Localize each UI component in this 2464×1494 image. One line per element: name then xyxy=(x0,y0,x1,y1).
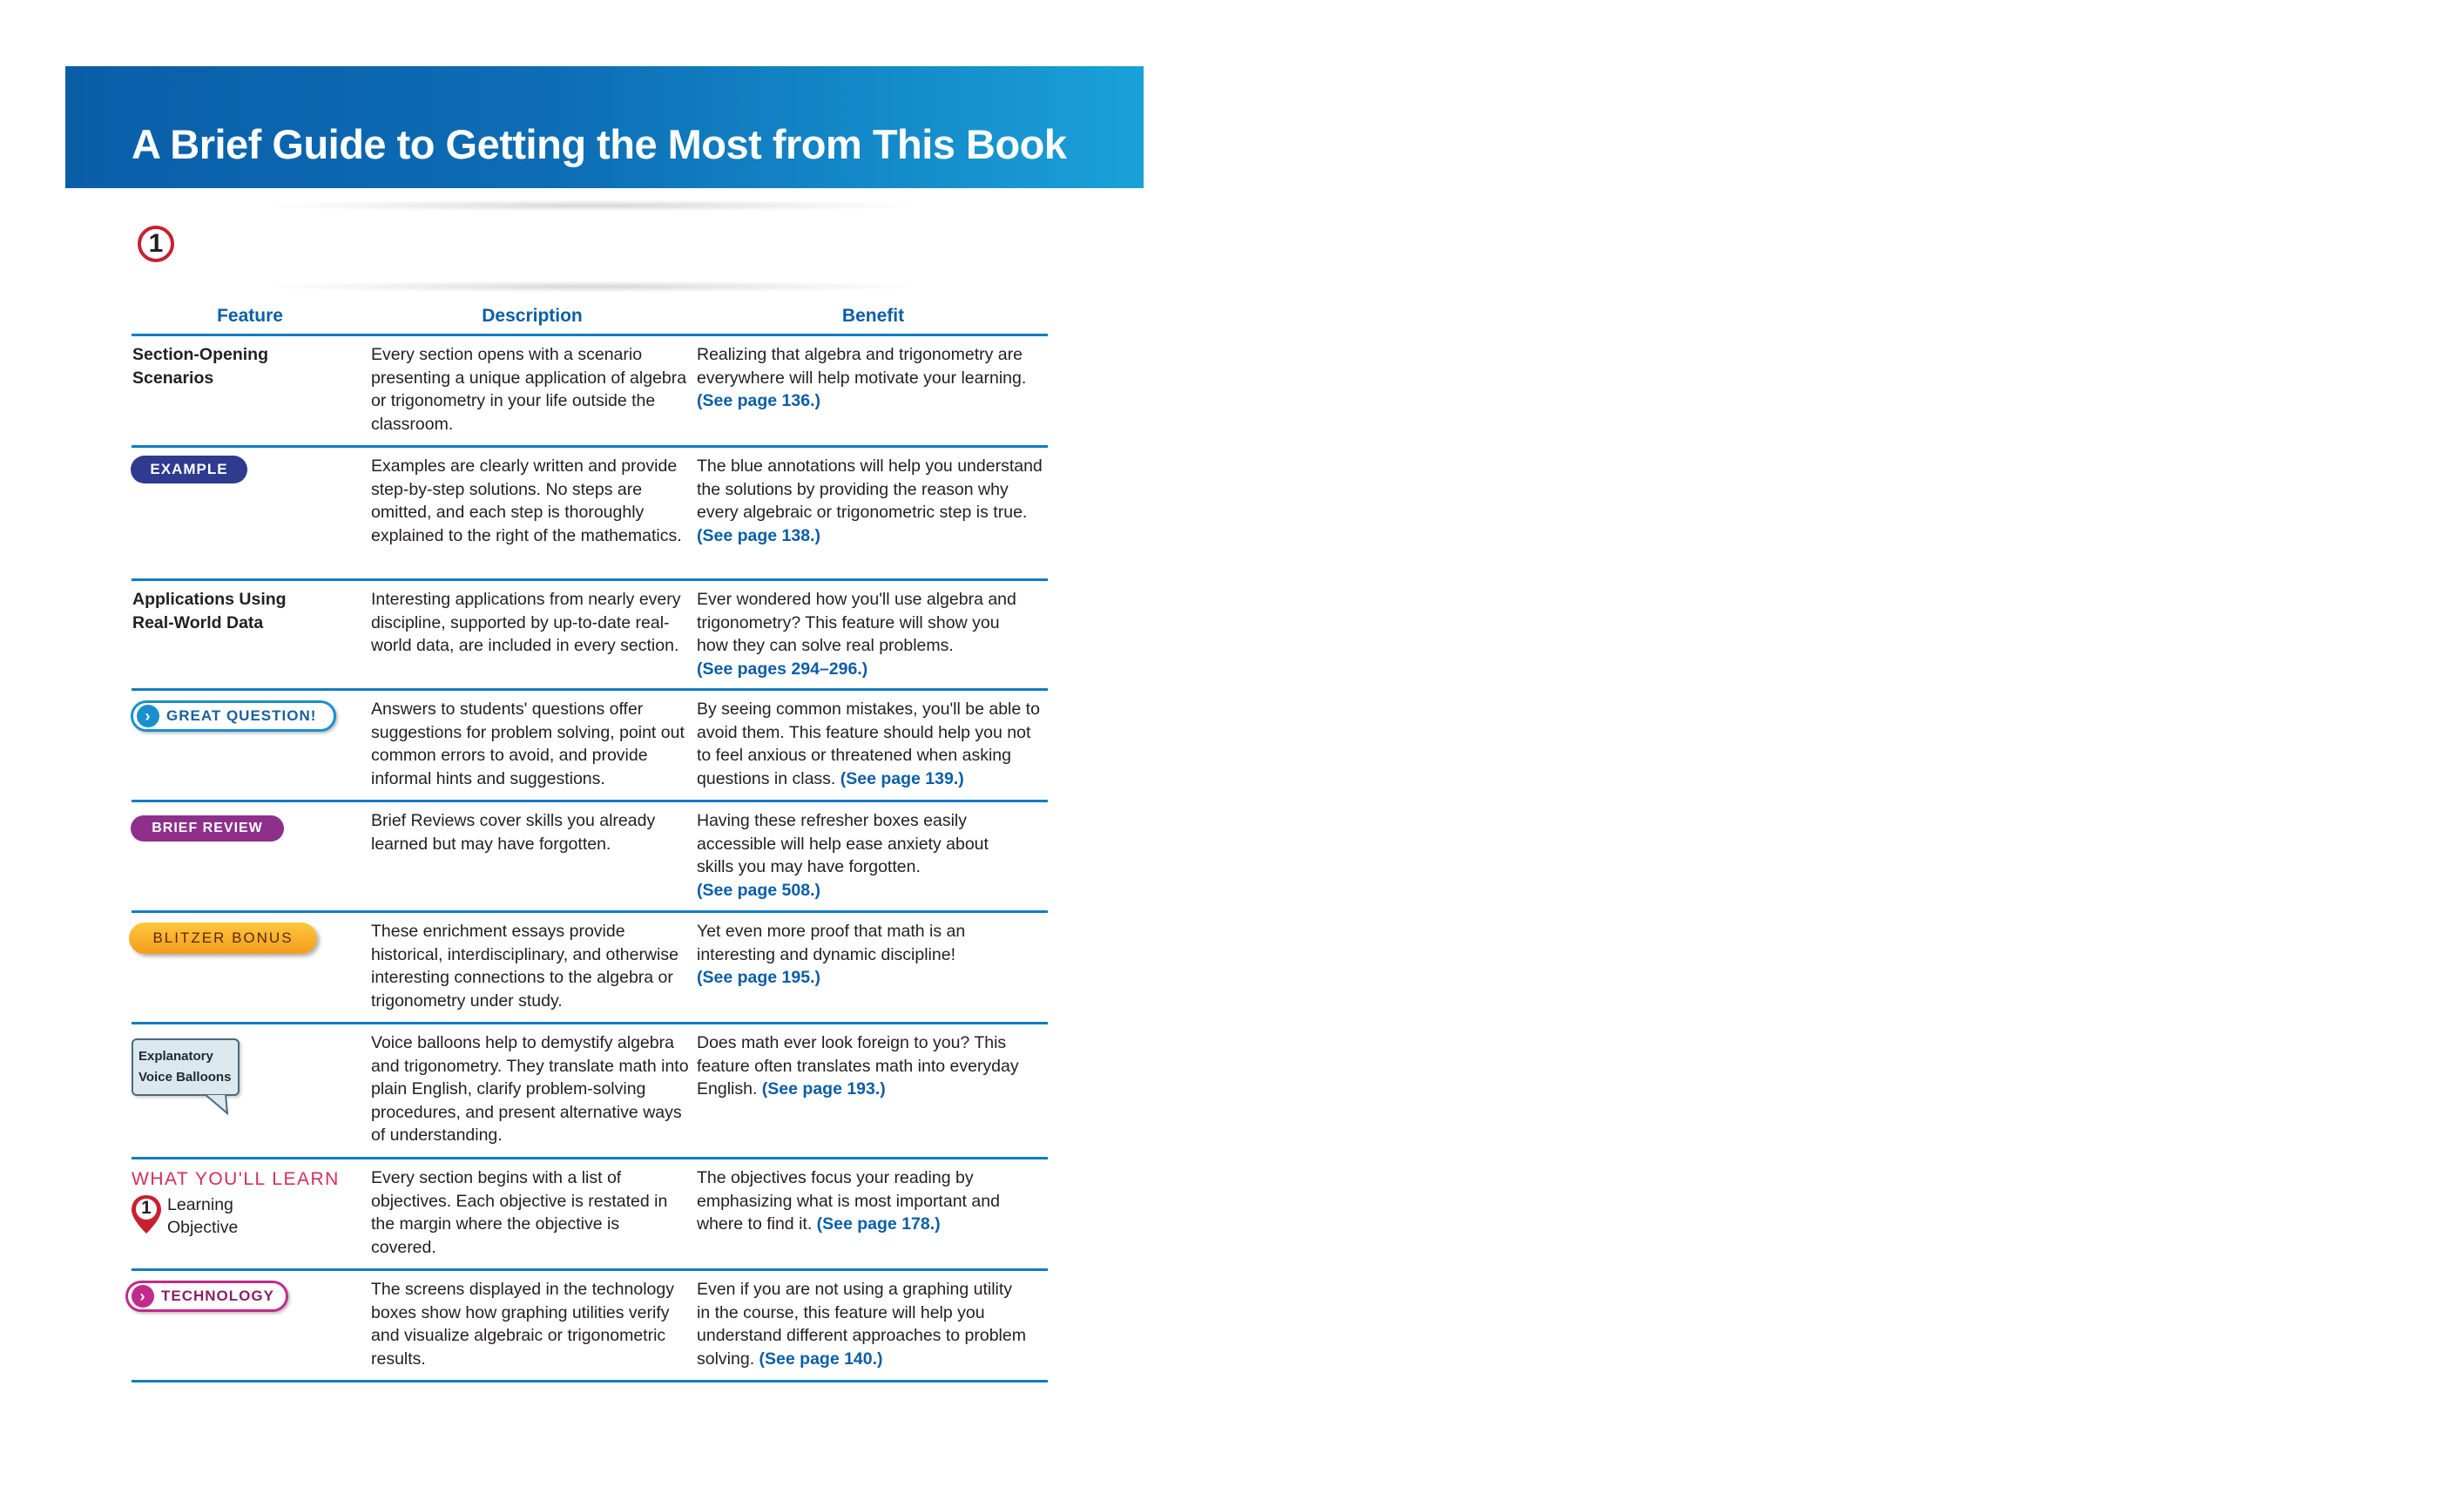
section-number-badge: 1 xyxy=(138,226,174,262)
benefit-cell xyxy=(697,343,1050,413)
description-text: The screens displayed in the technology boxes show how graphing utilities verify and visualize algebraic or trigonometric results. xyxy=(371,1280,674,1369)
column-header-feature: Feature xyxy=(217,306,283,326)
table-rule xyxy=(132,688,1048,691)
benefit-cell xyxy=(697,588,1028,680)
chevron-right-icon: › xyxy=(132,1285,154,1308)
page-reference: (See page 140.) xyxy=(759,1349,883,1369)
technology-badge xyxy=(125,1281,288,1312)
benefit-cell xyxy=(697,920,984,990)
table-rule xyxy=(132,445,1048,448)
example-badge: EXAMPLE xyxy=(131,456,247,483)
benefit-cell xyxy=(697,1278,1028,1370)
benefit-text: Having these refresher boxes easily accessible will help ease anxiety about skills you may have forgotten. xyxy=(697,811,989,876)
page-reference: (See page 138.) xyxy=(697,525,820,545)
learning-objective-marker xyxy=(129,1193,164,1235)
learning-objective-label: Learning Objective xyxy=(167,1195,239,1237)
benefit-text: Ever wondered how you'll use algebra and trigonometry? This feature will show you how they can solve real problems. xyxy=(697,590,1016,655)
page-reference: (See page 139.) xyxy=(840,768,964,788)
what-youll-learn-label: WHAT YOU'LL LEARN xyxy=(132,1169,340,1189)
benefit-text: The blue annotations will help you understand the solutions by providing the reason why every algebraic or trigonometric step is true. xyxy=(697,456,1043,522)
benefit-text: The objectives focus your reading by emphasizing what is most important and where to find it. xyxy=(697,1168,1000,1234)
benefit-text: By seeing common mistakes, you'll be able to avoid them. This feature should help you not to feel anxious or threatened when asking questions in class. xyxy=(697,700,1040,788)
title-banner xyxy=(65,66,1144,188)
column-header-description: Description xyxy=(482,306,583,326)
table-rule xyxy=(132,1022,1048,1024)
benefit-cell xyxy=(697,1166,1028,1236)
description-text: Examples are clearly written and provide step-by-step solutions. No steps are omitted, and each step is thoroughly explained to the right of the mathematics. xyxy=(371,456,682,545)
page-reference: (See page 136.) xyxy=(697,391,820,410)
description-text: These enrichment essays provide historical, interdisciplinary, and otherwise interesting connections to the algebra or trigonometry under study. xyxy=(371,922,678,1011)
description-text: Brief Reviews cover skills you already learned but may have forgotten. xyxy=(371,811,656,854)
table-rule xyxy=(132,1268,1048,1271)
page-reference: (See page 508.) xyxy=(697,880,820,900)
benefit-text: Realizing that algebra and trigonometry are everywhere will help motivate your learning. xyxy=(697,345,1027,388)
benefit-text: Yet even more proof that math is an interesting and dynamic discipline! xyxy=(697,922,966,964)
blitzer-bonus-badge: BLITZER BONUS xyxy=(129,923,317,954)
page-title: A Brief Guide to Getting the Most from This Book xyxy=(132,121,1067,167)
page-reference: (See page 178.) xyxy=(816,1214,941,1234)
description-text: Interesting applications from nearly every discipline, supported by up-to-date real-world data, are included in every section. xyxy=(371,590,681,655)
page-reference: (See page 193.) xyxy=(761,1079,886,1099)
divider-shadow-bottom xyxy=(261,281,923,293)
divider-shadow-top xyxy=(261,199,923,212)
technology-label: TECHNOLOGY xyxy=(161,1288,274,1304)
voice-balloon-label: Explanatory Voice Balloons xyxy=(138,1049,232,1085)
benefit-cell xyxy=(697,455,1050,547)
table-rule xyxy=(132,910,1048,913)
benefit-cell xyxy=(697,809,1028,902)
great-question-badge xyxy=(131,700,336,732)
table-rule xyxy=(132,1157,1048,1159)
benefit-cell xyxy=(697,698,1050,790)
benefit-text: Even if you are not using a graphing utility in the course, this feature will help you understand different approaches to problem solving. xyxy=(697,1280,1026,1369)
description-text: Every section opens with a scenario presenting a unique application of algebra or trigonometry in your life outside the classroom. xyxy=(371,345,687,434)
feature-section-opening-scenarios: Section-Opening Scenarios xyxy=(132,345,268,388)
benefit-text: Does math ever look foreign to you? This feature often translates math into everyday English. xyxy=(697,1033,1019,1099)
table-rule xyxy=(132,1380,1048,1382)
chevron-right-icon: › xyxy=(137,705,159,727)
benefit-cell xyxy=(697,1031,1050,1101)
balloon-tail-icon xyxy=(205,1094,229,1117)
brief-review-badge: BRIEF REVIEW xyxy=(131,815,284,842)
table-rule xyxy=(132,800,1048,802)
column-header-benefit: Benefit xyxy=(841,306,905,326)
page-reference: (See page 195.) xyxy=(697,968,820,987)
table-rule xyxy=(132,578,1048,581)
objective-number: 1 xyxy=(141,1198,152,1218)
description-text: Voice balloons help to demystify algebra and trigonometry. They translate math into plain English, clarify problem-solving procedures, and present alternative ways of understanding. xyxy=(371,1033,689,1145)
page-reference: (See pages 294–296.) xyxy=(697,659,868,679)
description-text: Answers to students' questions offer suggestions for problem solving, point out common errors to avoid, and provide informal hints and suggestions. xyxy=(371,700,685,788)
table-rule xyxy=(132,334,1048,336)
feature-applications-real-world-data: Applications Using Real-World Data xyxy=(132,590,287,632)
voice-balloon-badge xyxy=(132,1038,240,1096)
description-text: Every section begins with a list of objectives. Each objective is restated in the margin where the objective is covered. xyxy=(371,1168,668,1257)
great-question-label: GREAT QUESTION! xyxy=(166,707,317,724)
